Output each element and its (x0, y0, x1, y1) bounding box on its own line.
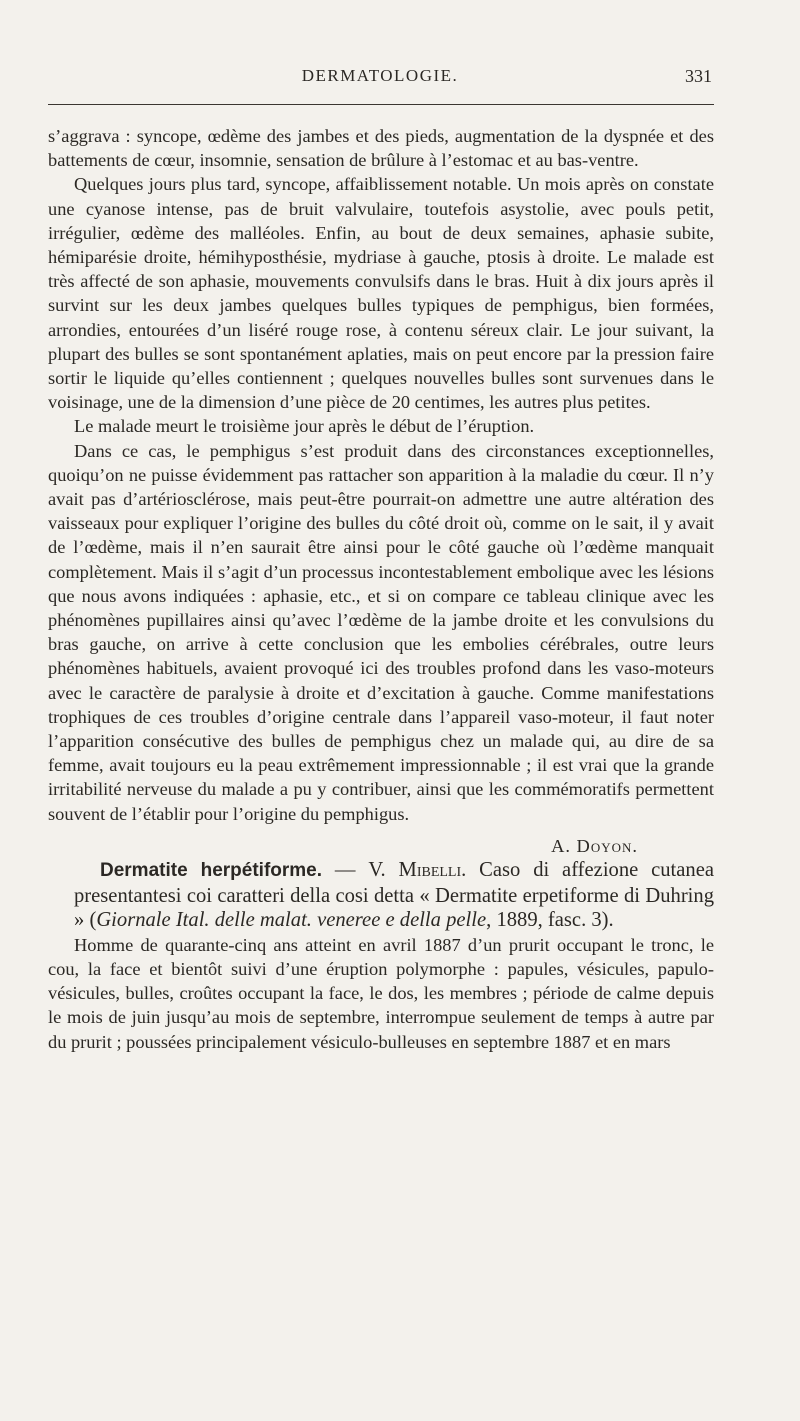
header-rule (48, 104, 714, 105)
section-title: Dermatite herpétiforme. (100, 860, 323, 882)
paragraph: Le malade meurt le troisième jour après le début de l’éruption. (74, 416, 535, 437)
article-title: Caso di affezione cutanea presentantesi coi caratteri della cosi detta « Dermatite erpetiforme di Duhring » ( (74, 859, 714, 932)
page-number: 331 (685, 66, 712, 86)
paragraph: Quelques jours plus tard, syncope, affaiblissement notable. Un mois après on constate une cyanose intense, pas de bruit valvulaire, toutefois asystolie, avec pouls petit, irrégulier, œdème des malléoles. Enfin, au bout de deux semaines, aphasie subite, hémiparésie droite, hémihyposthésie, mydriase à gauche, ptosis à droite. Le malade est très affecté de son aphasie, mouvements convulsifs dans le bras. Huit à dix jours après il survint sur les deux jambes quelques bulles typiques de pemphigus, bien formées, arrondies, entourées d’un liséré rouge rose, à contenu séreux clair. Le jour suivant, la plupart des bulles se sont spontanément aplaties, mais on peut encore par la pression faire sortir le liquide qu’elles contiennent ; quelques nouvelles bulles sont survenues dans le voisinage, une de la dimension d’une pièce de 20 centimes, les autres plus petites. (48, 174, 714, 413)
running-title: DERMATOLOGIE. (301, 66, 459, 85)
title-dash: — (322, 859, 369, 882)
article-body: Homme de quarante-cinq ans atteint en avril 1887 d’un prurit occupant le tronc, le cou, la face et bientôt suivi d’une éruption polymorphe : papules, vésicules, papulo-vésicules, bulles, croûtes occupant la face, le dos, les membres ; période de calme depuis le mois de juin jusqu’au mois de septembre, interrompue seulement de temps à autre par du prurit ; poussées principalement vésiculo-bulleuses en septembre 1887 et en mars (48, 934, 714, 1052)
article-author: V. Mibelli. (368, 859, 467, 882)
paragraph-continued: s’aggrava : syncope, œdème des jambes et des pieds, augmentation de la dyspnée et des battements de cœur, insomnie, sensation de brûlure à l’estomac et au bas-ventre. (48, 126, 714, 171)
article-heading (48, 858, 714, 933)
paragraph: Dans ce cas, le pemphigus s’est produit dans des circonstances exceptionnelles, quoiqu’on ne puisse évidemment pas rattacher son apparition à la maladie du cœur. Il n’y avait pas d’artériosclérose, mais peut-être pourrait-on admettre une autre altération des vaisseaux pour expliquer l’origine des bulles du côté droit où, comme on le sait, il y avait de l’œdème, mais il n’en saurait être ainsi pour le côté gauche où l’œdème manquait complètement. Mais il s’agit d’un processus incontestablement embolique avec les lésions que nous avons indiquées : aphasie, etc., et si on compare ce tableau clinique avec les phénomènes pupillaires ainsi qu’avec l’œdème de la jambe droite et les convulsions du bras gauche, on arrive à cette conclusion que les embolies cérébrales, outre leurs phénomènes habituels, avaient provoqué ici des troubles profond dans les vaso-moteurs avec le caractère de paralysie à droite et d’excitation à gauche. Comme manifestations trophiques de ces troubles d’origine centrale dans l’appareil vaso-moteur, il faut noter l’apparition consécutive des bulles de pemphigus chez un malade qui, au dire de sa femme, avait toujours eu la peau extrêmement impressionnable ; il est vrai que la grande irritabilité nerveuse du malade a pu y contribuer, ainsi que les commémoratifs permettent souvent de l’établir pour l’origine du pemphigus. (48, 440, 714, 824)
citation-end: , 1889, fasc. 3). (486, 909, 614, 932)
body-text (48, 124, 714, 1054)
journal-name: Giornale Ital. delle malat. veneree e della pelle (96, 909, 487, 932)
page-header (48, 66, 712, 96)
signature: A. Doyon. (551, 835, 638, 856)
